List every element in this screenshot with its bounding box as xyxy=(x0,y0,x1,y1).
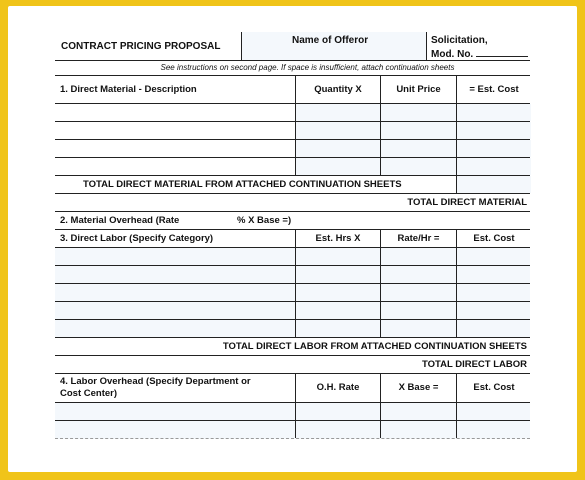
material-row[interactable] xyxy=(55,122,530,140)
labor-row[interactable] xyxy=(55,248,530,266)
material-header-row xyxy=(55,76,530,104)
unit-price-header: Unit Price xyxy=(380,76,456,103)
material-overhead-label: 2. Material Overhead (Rate xyxy=(60,215,180,226)
form-title: CONTRACT PRICING PROPOSAL xyxy=(61,41,221,52)
pricing-form xyxy=(55,32,530,439)
labor-total-label: TOTAL DIRECT LABOR xyxy=(421,359,527,370)
labor-row[interactable] xyxy=(55,266,530,284)
material-total-label: TOTAL DIRECT MATERIAL xyxy=(407,197,527,208)
material-continuation-label: TOTAL DIRECT MATERIAL FROM ATTACHED CONTINUATION SHEETS xyxy=(83,179,402,190)
labor-est-cost-header: Est. Cost xyxy=(456,230,531,247)
labor-row[interactable] xyxy=(55,302,530,320)
labor-row[interactable] xyxy=(55,284,530,302)
instruction-note: See instructions on second page. If space is insufficient, attach continuation sheets xyxy=(55,61,530,76)
labor-category-label: 3. Direct Labor (Specify Category) xyxy=(60,233,214,244)
labor-overhead-row[interactable] xyxy=(55,421,530,439)
material-overhead-base: % X Base =) xyxy=(237,215,292,226)
oh-rate-header: O.H. Rate xyxy=(295,374,380,402)
est-cost-header: = Est. Cost xyxy=(456,76,531,103)
offeror-field[interactable] xyxy=(241,32,427,60)
solicitation-label: Solicitation, xyxy=(431,35,488,46)
material-row[interactable] xyxy=(55,140,530,158)
material-row[interactable] xyxy=(55,158,530,176)
labor-header-row xyxy=(55,230,530,248)
est-hrs-header: Est. Hrs X xyxy=(295,230,380,247)
labor-overhead-label: 4. Labor Overhead (Specify Department or Cost Center) xyxy=(60,376,251,399)
labor-row[interactable] xyxy=(55,320,530,338)
form-page xyxy=(8,6,577,472)
material-continuation-row xyxy=(55,176,530,194)
labor-continuation-row xyxy=(55,338,530,356)
offeror-label: Name of Offeror xyxy=(292,35,369,46)
material-description-label: 1. Direct Material - Description xyxy=(60,84,197,95)
labor-total-row xyxy=(55,356,530,374)
labor-overhead-header-row xyxy=(55,374,530,403)
labor-overhead-row[interactable] xyxy=(55,403,530,421)
solicitation-block xyxy=(431,35,528,61)
material-continuation-amount[interactable] xyxy=(456,176,531,193)
material-row[interactable] xyxy=(55,104,530,122)
rate-hr-header: Rate/Hr = xyxy=(380,230,456,247)
material-overhead-row xyxy=(55,212,530,230)
x-base-header: X Base = xyxy=(380,374,456,402)
quantity-header: Quantity X xyxy=(295,76,380,103)
mod-no-field[interactable] xyxy=(476,47,528,57)
material-total-row xyxy=(55,194,530,212)
labor-overhead-est-cost-header: Est. Cost xyxy=(456,374,531,402)
labor-continuation-label: TOTAL DIRECT LABOR FROM ATTACHED CONTINUATION SHEETS xyxy=(222,341,527,352)
form-header xyxy=(55,32,530,61)
mod-no-label: Mod. No. xyxy=(431,49,474,60)
